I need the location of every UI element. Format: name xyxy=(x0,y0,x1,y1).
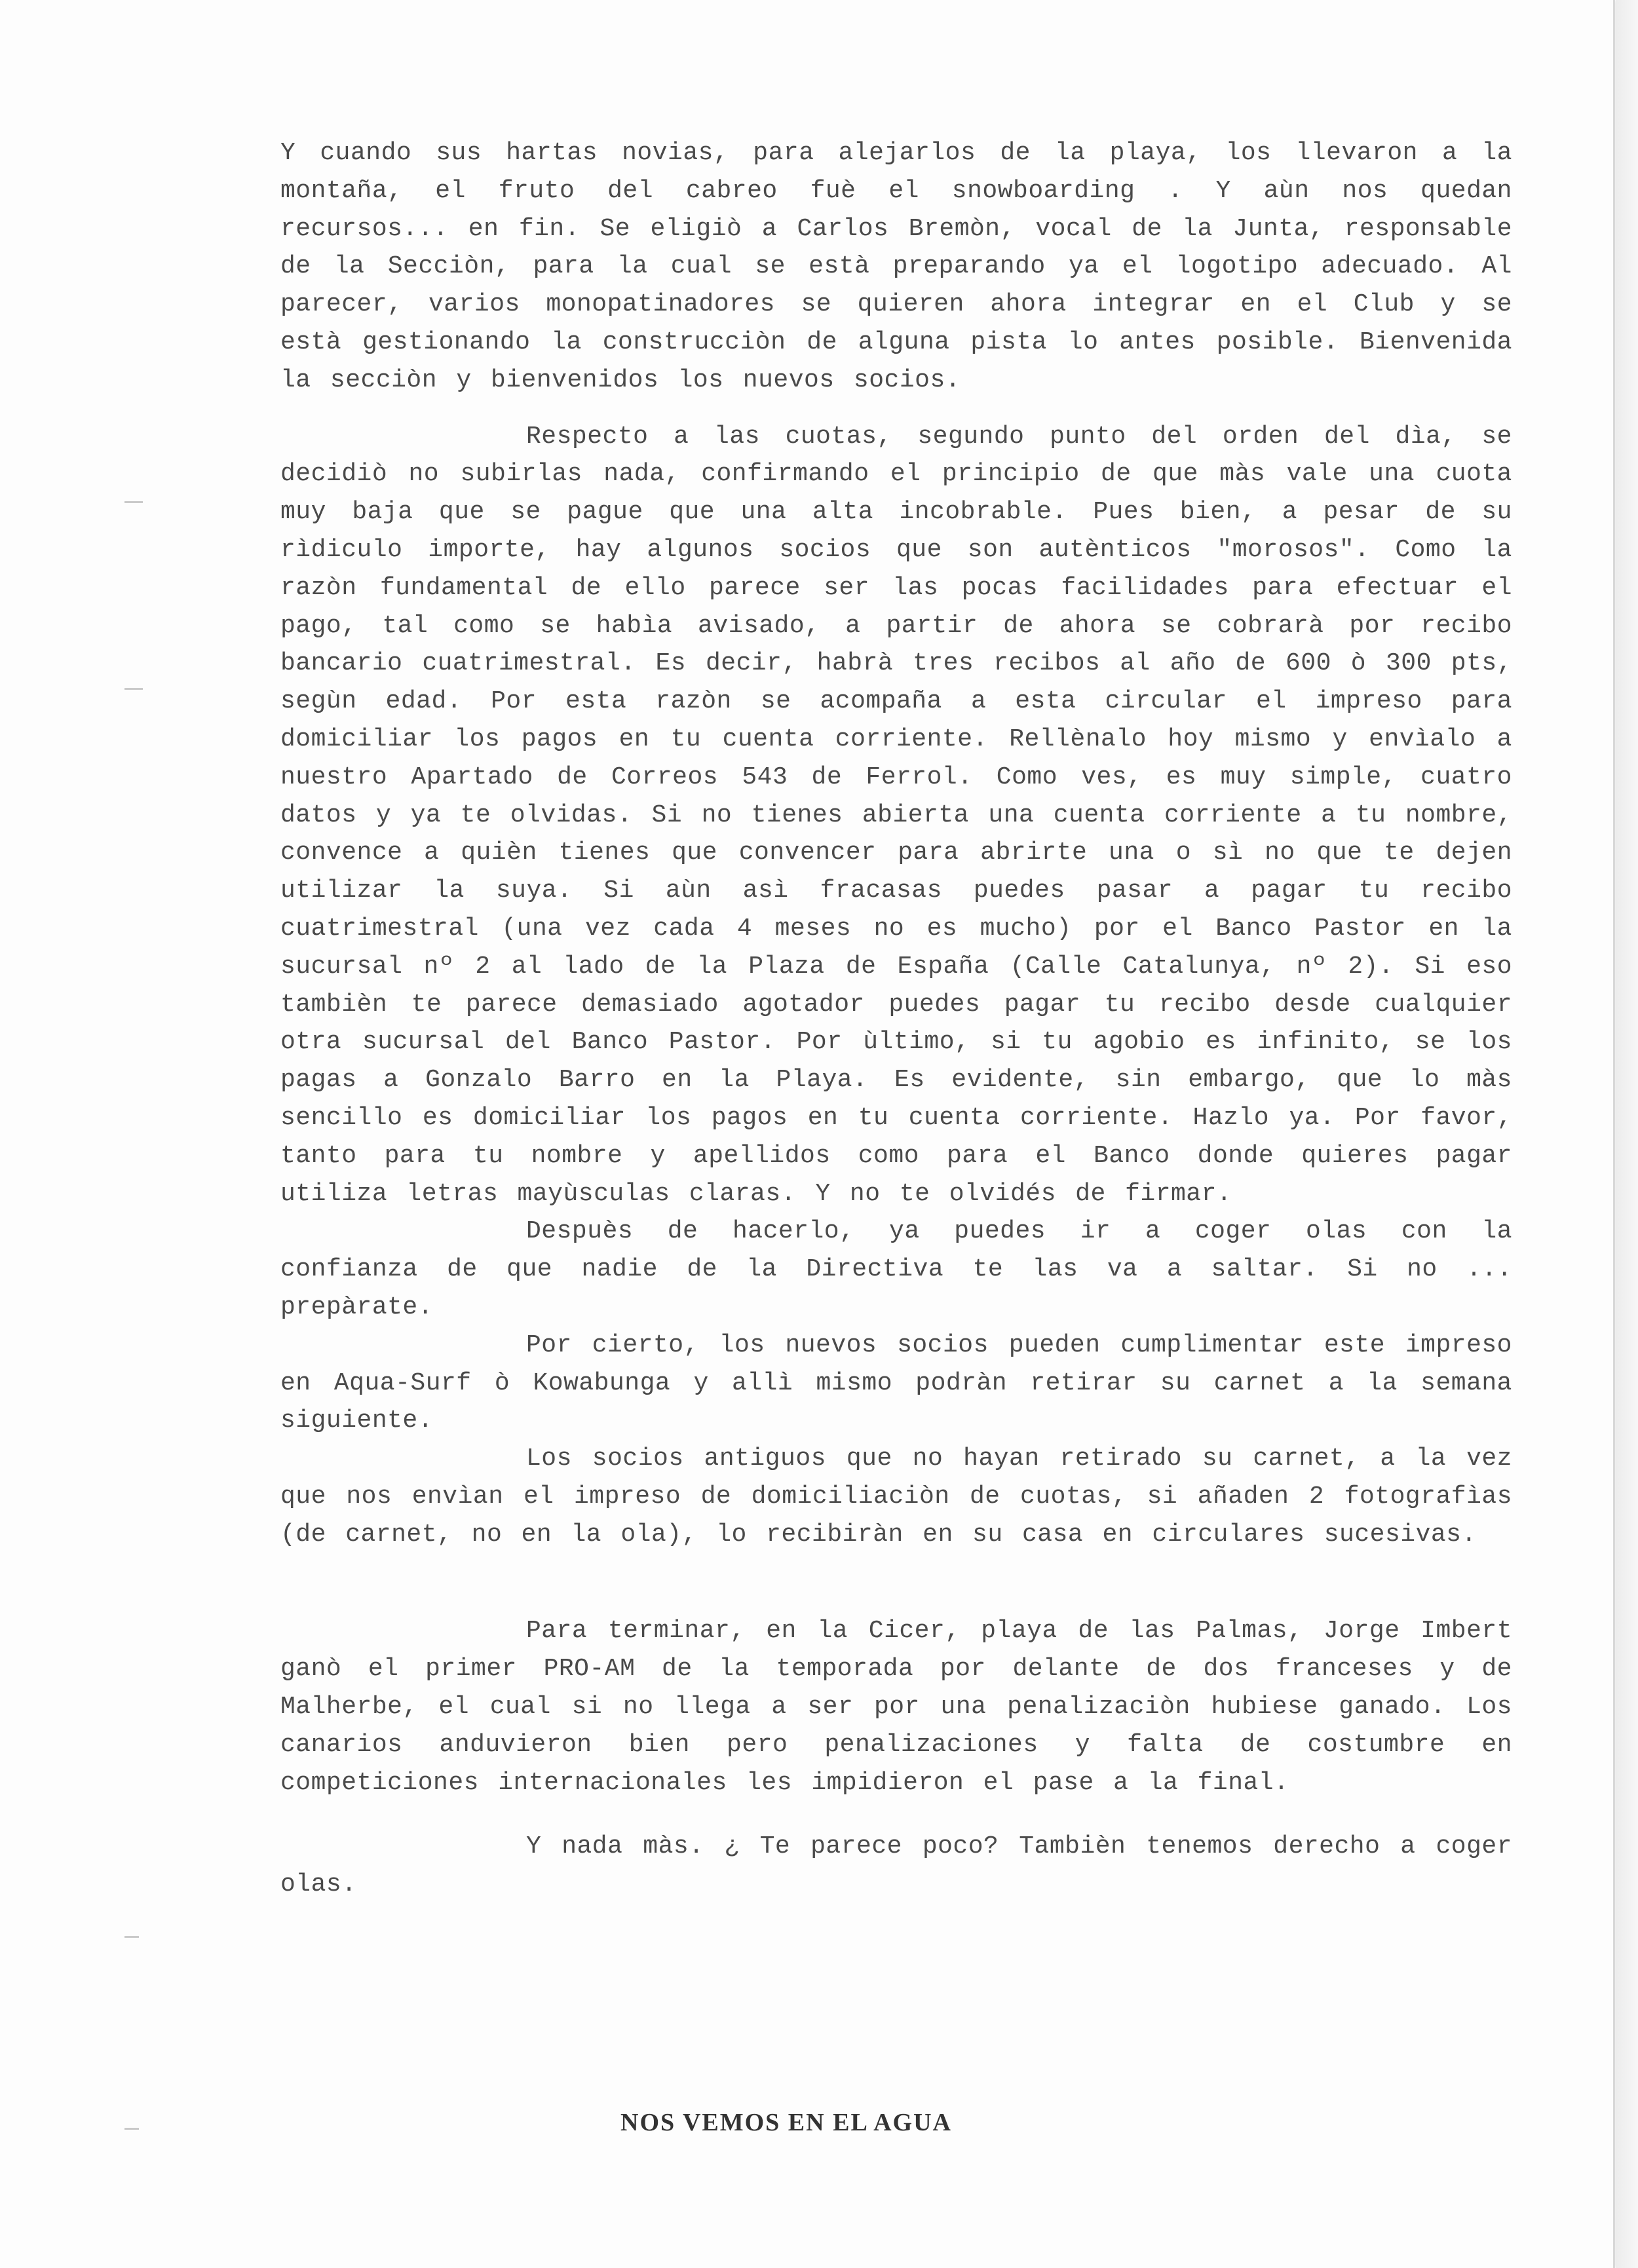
paper-edge xyxy=(1616,0,1638,2268)
scan-mark xyxy=(124,1936,139,1938)
paragraph-socios-antiguos: Los socios antiguos que no hayan retirado su carnet, a la vez que nos envìan el impreso de domiciliaciòn de cuotas, si añaden 2 fotografìas (de carnet, no en la ola), lo recibiràn en su casa en circulares sucesivas. xyxy=(280,1445,1512,1549)
closing-line: NOS VEMOS EN EL AGUA xyxy=(620,2109,952,2136)
scan-mark xyxy=(124,501,143,503)
paragraph-nada-mas: Y nada màs. ¿ Te parece poco? Tambièn tenemos derecho a coger olas. xyxy=(280,1832,1512,1899)
document-body xyxy=(280,134,1512,1904)
paragraph-cuotas: Respecto a las cuotas, segundo punto del orden del dìa, se decidiò no subirlas nada, confirmando el principio de que màs vale una cuota muy baja que se pague que una alta incobrable. Pues bien, a pesar de su rìdiculo importe, hay algunos socios que son autènticos "morosos". Como la razòn fundamental de ello parece ser las pocas facilidades para efectuar el pago, tal como se habìa avisado, a partir de ahora se cobrarà por recibo bancario cuatrimestral. Es decir, habrà tres recibos al año de 600 ò 300 pts, segùn edad. Por esta razòn se acompaña a esta circular el impreso para domiciliar los pagos en tu cuenta corriente. Rellènalo hoy mismo y envìalo a nuestro Apartado de Correos 543 de Ferrol. Como ves, es muy simple, cuatro datos y ya te olvidas. Si no tienes abierta una cuenta corriente a tu nombre, convence a quièn tienes que convencer para abrirte una o sì no que te dejen utilizar la suya. Si aùn asì fracasas puedes pasar a pagar tu recibo cuatrimestral (una vez cada 4 meses no es mucho) por el Banco Pastor en la sucursal nº 2 al lado de la Plaza de España (Calle Catalunya, nº 2). Si eso tambièn te parece demasiado agotador puedes pagar tu recibo desde cualquier otra sucursal del Banco Pastor. Por ùltimo, si tu agobio es infinito, se los pagas a Gonzalo Barro en la Playa. Es evidente, sin embargo, que lo màs sencillo es domiciliar los pagos en tu cuenta corriente. Hazlo ya. Por favor, tanto para tu nombre y apellidos como para el Banco donde quieres pagar utiliza letras mayùsculas claras. Y no te olvidés de firmar. xyxy=(280,422,1512,1208)
paragraph-nuevos-socios: Por cierto, los nuevos socios pueden cumplimentar este impreso en Aqua-Surf ò Kowabunga y allì mismo podràn retirar su carnet a la semana siguiente. xyxy=(280,1331,1512,1435)
paragraph-snowboarding: Y cuando sus hartas novias, para alejarlos de la playa, los llevaron a la montaña, el fruto del cabreo fuè el snowboarding . Y aùn nos quedan recursos... en fin. Se eligiò a Carlos Bremòn, vocal de la Junta, responsable de la Secciòn, para la cual se està preparando ya el logotipo adecuado. Al parecer, varios monopatinadores se quieren ahora integrar en el Club y se està gestionando la construcciòn de alguna pista lo antes posible. Bienvenida la secciòn y bienvenidos los nuevos socios. xyxy=(280,139,1512,394)
paragraph-pro-am: Para terminar, en la Cicer, playa de las Palmas, Jorge Imbert ganò el primer PRO-AM de la temporada por delante de dos franceses y de Malherbe, el cual si no llega a ser por una penalizaciòn hubiese ganado. Los canarios anduvieron bien pero penalizaciones y falta de costumbre en competiciones internacionales les impidieron el pase a la final. xyxy=(280,1617,1512,1797)
paragraph-despues: Despuès de hacerlo, ya puedes ir a coger olas con la confianza de que nadie de la Directiva te las va a saltar. Si no ... prepàrate. xyxy=(280,1217,1512,1321)
scan-mark xyxy=(124,688,143,690)
